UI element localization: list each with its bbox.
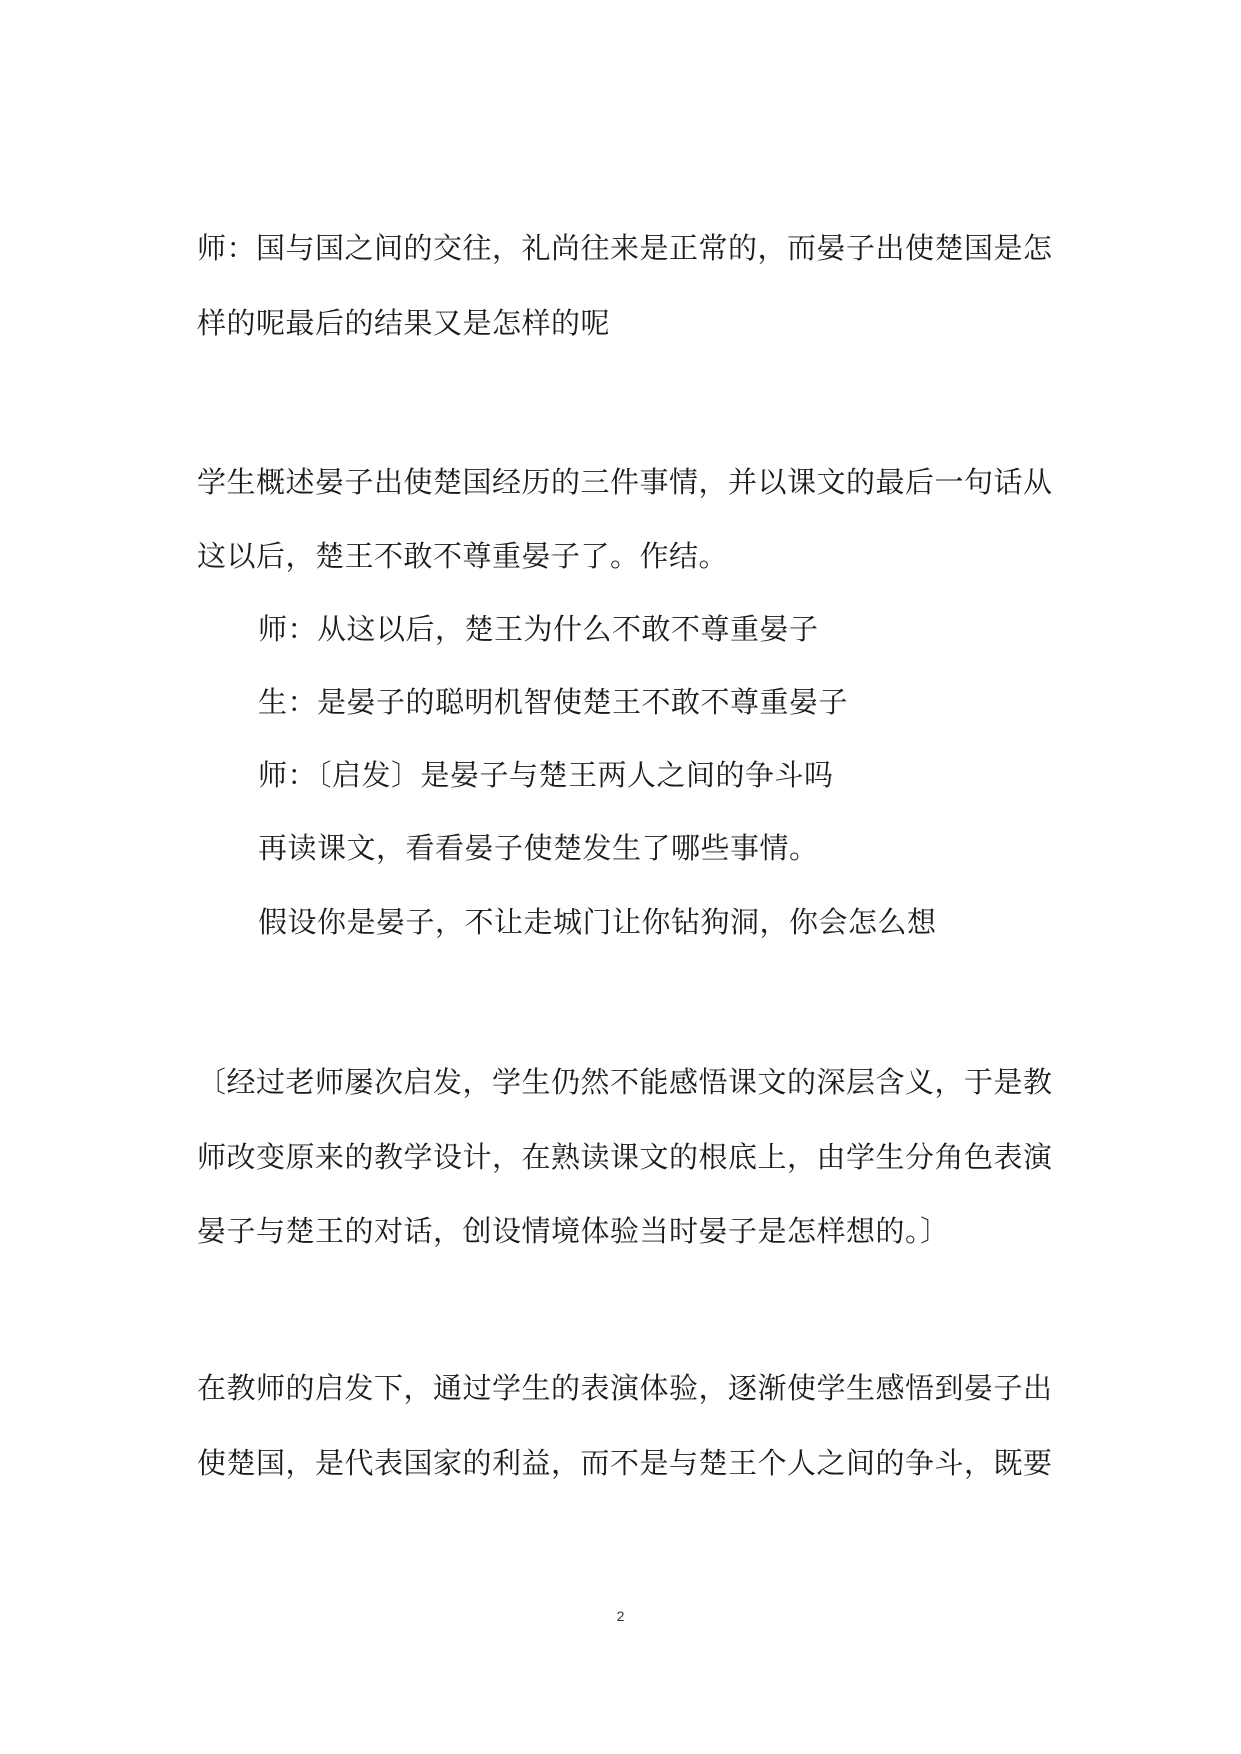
dialogue-line-2: 生：是晏子的聪明机智使楚王不敢不尊重晏子 [258,685,849,719]
paragraph-1-line-2: 样的呢最后的结果又是怎样的呢 [197,306,611,340]
dialogue-line-1: 师：从这以后，楚王为什么不敢不尊重晏子 [258,612,819,646]
paragraph-5-line-2: 使楚国，是代表国家的利益，而不是与楚王个人之间的争斗，既要 [197,1446,1053,1480]
dialogue-line-3: 师：〔启发〕是晏子与楚王两人之间的争斗吗 [258,758,834,792]
paragraph-2-line-2: 这以后，楚王不敢不尊重晏子了。作结。 [197,539,729,573]
paragraph-4-line-2: 师改变原来的教学设计，在熟读课文的根底上，由学生分角色表演 [197,1140,1053,1174]
dialogue-line-4: 再读课文，看看晏子使楚发生了哪些事情。 [258,831,819,865]
page-number: 2 [616,1608,625,1624]
paragraph-4-line-3: 晏子与楚王的对话，创设情境体验当时晏子是怎样想的。〕 [197,1214,950,1248]
paragraph-5-line-1: 在教师的启发下，通过学生的表演体验，逐渐使学生感悟到晏子出 [197,1371,1053,1405]
paragraph-4-line-1: 〔经过老师屡次启发，学生仍然不能感悟课文的深层含义，于是教 [197,1065,1053,1099]
paragraph-1-line-1: 师：国与国之间的交往，礼尚往来是正常的，而晏子出使楚国是怎 [197,231,1053,265]
paragraph-2-line-1: 学生概述晏子出使楚国经历的三件事情，并以课文的最后一句话从 [197,465,1053,499]
dialogue-line-5: 假设你是晏子，不让走城门让你钻狗洞，你会怎么想 [258,905,937,939]
